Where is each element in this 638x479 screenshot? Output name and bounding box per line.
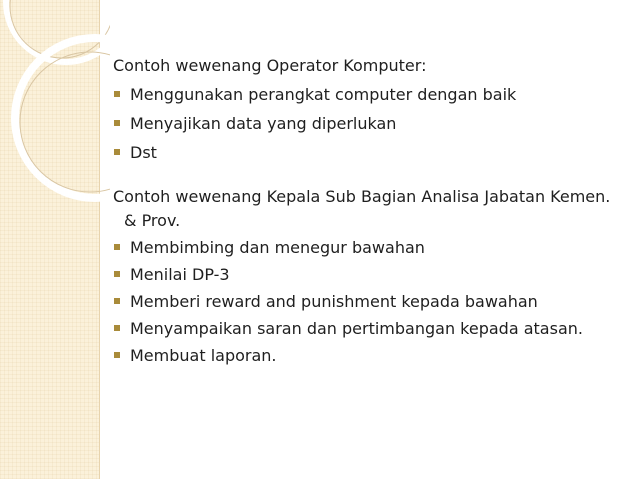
decorative-circles: [0, 0, 110, 479]
section-operator: [113, 54, 613, 165]
list-item: Menilai DP-3: [113, 263, 613, 287]
bullet-list: [113, 236, 613, 368]
list-item: Menyampaikan saran dan pertimbangan kepada atasan.: [113, 317, 613, 341]
section-heading: Contoh wewenang Operator Komputer:: [113, 56, 427, 75]
bullet-list: [113, 83, 613, 165]
list-item: Dst: [113, 141, 613, 165]
list-item: Memberi reward and punishment kepada bawahan: [113, 290, 613, 314]
list-item: Menyajikan data yang diperlukan: [113, 112, 613, 136]
section-heading: Contoh wewenang Kepala Sub Bagian Analisa Jabatan Kemen. & Prov.: [113, 187, 611, 230]
section-kepala-sub-bagian: [113, 185, 613, 368]
deco-circle-outer: [6, 0, 110, 62]
list-item: Membuat laporan.: [113, 344, 613, 368]
slide-content: [113, 54, 613, 370]
list-item: Membimbing dan menegur bawahan: [113, 236, 613, 260]
list-item: Menggunakan perangkat computer dengan baik: [113, 83, 613, 107]
